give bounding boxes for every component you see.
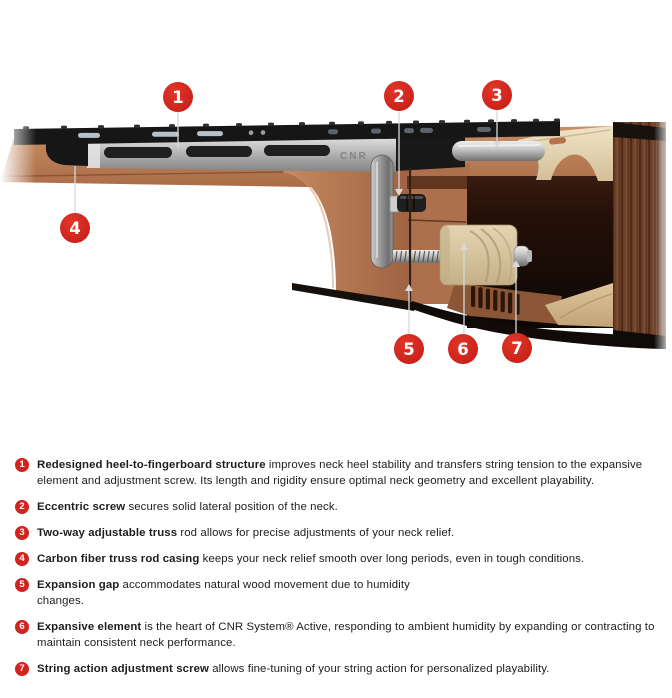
callout-7 xyxy=(502,333,532,363)
fret xyxy=(511,119,517,122)
legend-number-badge: 6 xyxy=(15,620,29,634)
legend-number-badge: 3 xyxy=(15,526,29,540)
legend-item xyxy=(15,551,658,567)
fret xyxy=(61,126,67,129)
casing-slot xyxy=(264,145,330,156)
legend-number-badge: 1 xyxy=(15,458,29,472)
kerf-tooth xyxy=(471,286,475,307)
legend-item xyxy=(15,499,658,515)
fret xyxy=(413,121,419,124)
side-dot-marker xyxy=(261,130,266,135)
callout-number-5: 5 xyxy=(403,339,415,359)
callout-3 xyxy=(482,80,512,110)
kerf-tooth xyxy=(478,287,482,308)
legend-item xyxy=(15,577,658,609)
fret xyxy=(358,121,364,124)
legend-item xyxy=(15,661,658,677)
fret-slot-reflection xyxy=(152,132,179,137)
legend-desc: improves neck heel stability and transfers string tension to the expansive element and adjustment screw. Its length and rigidity ensure optimal neck geometry and excellent playability. xyxy=(37,459,643,487)
fret xyxy=(329,122,335,125)
callout-number-1: 1 xyxy=(172,87,184,107)
fret xyxy=(554,118,560,121)
legend-desc: allows fine-tuning of your string action for personalized playability. xyxy=(212,663,550,675)
callout-number-6: 6 xyxy=(457,339,469,359)
legend-desc: is the heart of CNR System® Active, responding to ambient humidity by expanding or contracting to maintain consistent neck performance. xyxy=(37,621,655,649)
casing-slot xyxy=(104,147,172,158)
fret xyxy=(386,121,392,124)
photo-left-fade xyxy=(0,115,36,190)
legend-desc: keeps your neck relief smooth over long periods, even in tough conditions. xyxy=(202,553,585,565)
legend-desc: rod allows for precise adjustments of your neck relief. xyxy=(180,527,455,539)
callout-number-4: 4 xyxy=(69,218,81,238)
legend-term: Carbon fiber truss rod casing xyxy=(37,553,200,565)
callout-1 xyxy=(163,82,193,112)
legend-number-badge: 5 xyxy=(15,578,29,592)
legend-term: String action adjustment screw xyxy=(37,663,209,675)
legend-desc: accommodates natural wood movement due to humidity xyxy=(122,579,410,591)
expansive-element xyxy=(440,225,517,285)
eccentric-screw xyxy=(390,194,426,212)
legend xyxy=(0,440,672,677)
side-dot-marker xyxy=(249,130,254,135)
fret xyxy=(488,119,494,122)
threaded-rod xyxy=(393,250,445,263)
legend-term: Expansion gap xyxy=(37,579,120,591)
fret xyxy=(236,123,242,126)
kerf-tooth xyxy=(501,291,505,312)
legend-number-badge: 2 xyxy=(15,500,29,514)
callout-number-2: 2 xyxy=(393,86,405,106)
casing-slot xyxy=(186,146,252,157)
body-side-panel xyxy=(613,118,672,354)
fret xyxy=(268,123,274,126)
legend-number-badge: 4 xyxy=(15,552,29,566)
callout-number-7: 7 xyxy=(511,338,523,358)
fret xyxy=(203,124,209,127)
callout-4 xyxy=(60,213,90,243)
kerf-tooth xyxy=(493,290,497,311)
fret-slot-reflection xyxy=(420,128,433,133)
kerf-tooth xyxy=(486,289,490,310)
legend-item xyxy=(15,457,658,489)
callout-5 xyxy=(394,334,424,364)
legend-item xyxy=(15,619,658,651)
legend-term: Expansive element xyxy=(37,621,142,633)
fret-slot-reflection xyxy=(371,129,381,134)
legend-term: Two-way adjustable truss xyxy=(37,527,178,539)
callout-number-3: 3 xyxy=(491,85,503,105)
legend-desc: secures solid lateral position of the neck. xyxy=(128,501,338,513)
callout-6 xyxy=(448,334,478,364)
legend-number-badge: 7 xyxy=(15,662,29,676)
legend-item xyxy=(15,525,658,541)
cnr-engraving: CNR xyxy=(340,151,368,162)
fret xyxy=(533,119,539,122)
fret-slot-reflection xyxy=(78,133,100,138)
fret xyxy=(169,124,175,127)
fret xyxy=(439,120,445,123)
fret xyxy=(299,122,305,125)
legend-term: Eccentric screw xyxy=(37,501,126,513)
fret xyxy=(98,125,104,128)
fret-slot-reflection xyxy=(477,127,491,132)
shelf-dark-band xyxy=(407,176,470,189)
fret-slot-reflection xyxy=(328,129,338,134)
legend-term: Redesigned heel-to-fingerboard structure xyxy=(37,459,266,471)
kerf-tooth xyxy=(508,293,512,314)
fret-slot-reflection xyxy=(197,131,223,136)
fret xyxy=(464,120,470,123)
legend-desc-line2: changes. xyxy=(37,595,85,607)
fret-slot-reflection xyxy=(404,128,414,133)
truss-rod-highlight xyxy=(458,145,540,146)
callout-2 xyxy=(384,81,414,111)
fret xyxy=(134,125,140,128)
